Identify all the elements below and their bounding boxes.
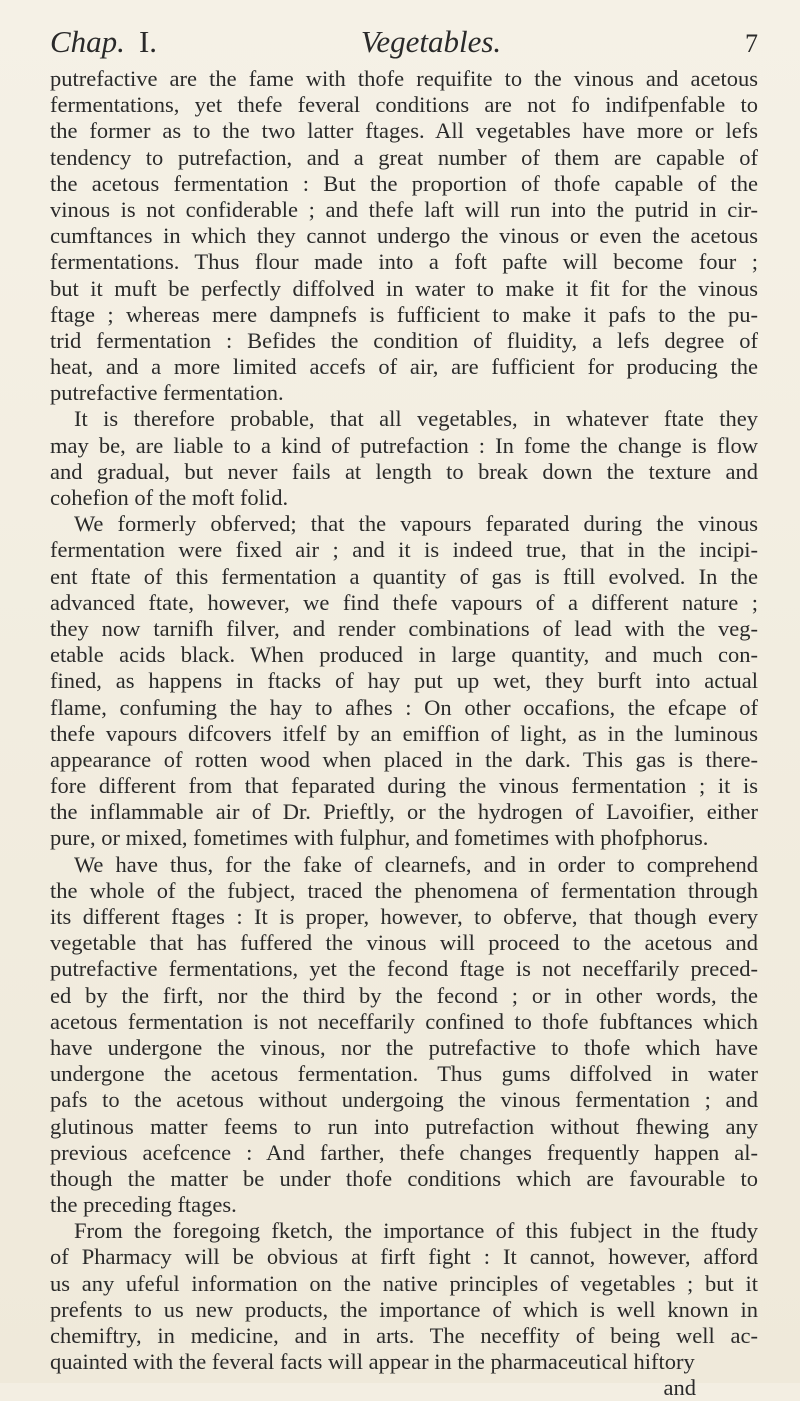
text-line: vinous is not confiderable ; and thefe laft will run into the putrid in cir-: [50, 196, 758, 222]
text-line: thefe vapours difcovers itfelf by an emiffion of light, as in the luminous: [50, 720, 758, 746]
text-line: pure, or mixed, fometimes with fulphur, and fometimes with phofphorus.: [50, 825, 709, 851]
text-line: ent ftate of this fermentation a quantity of gas is ftill evolved. In the: [50, 563, 758, 589]
text-line: and gradual, but never fails at length to break down the texture and: [50, 458, 758, 484]
text-line: fore different from that feparated during the vinous fermentation ; it is: [50, 773, 758, 799]
text-line: We formerly obferved; that the vapours feparated during the vinous: [74, 511, 758, 537]
text-line: flame, confuming the hay to afhes : On other occafions, the efcape of: [50, 694, 758, 720]
text-line: the former as to the two latter ftages. All vegetables have more or lefs: [50, 118, 758, 144]
text-line: fermentation were fixed air ; and it is indeed true, that in the incipi-: [50, 537, 758, 563]
text-line: ed by the firft, nor the third by the fecond ; or in other words, the: [50, 982, 758, 1008]
catchword: and: [663, 1375, 696, 1401]
text-line: but it muft be perfectly diffolved in water to make it fit for the vinous: [50, 275, 758, 301]
running-title: Vegetables.: [360, 24, 502, 59]
page-mark: 7: [745, 29, 758, 58]
text-line: appearance of rotten wood when placed in the dark. This gas is there-: [50, 746, 758, 772]
text-line: fined, as happens in ftacks of hay put up wet, they burft into actual: [50, 668, 758, 694]
text-line: prefents to us new products, the importance of which is well known in: [50, 1296, 758, 1322]
text-line: acetous fermentation is not neceffarily confined to thofe fubftances which: [50, 1008, 758, 1034]
text-line: the whole of the fubject, traced the phenomena of fermentation through: [50, 877, 758, 903]
text-line: cumftances in which they cannot undergo the vinous or even the acetous: [50, 223, 758, 249]
text-line: From the foregoing fketch, the importance of this fubject in the ftudy: [74, 1218, 758, 1244]
text-line: chemiftry, in medicine, and in arts. The neceffity of being well ac-: [50, 1323, 758, 1348]
text-line: We have thus, for the fake of clearnefs, and in order to comprehend: [74, 851, 758, 877]
text-line: pafs to the acetous without undergoing the vinous fermentation ; and: [50, 1087, 758, 1113]
text-line: fermentations. Thus flour made into a foft pafte will become four ;: [50, 249, 758, 275]
body-text: [50, 66, 758, 1375]
chapter-label: Chap.: [50, 24, 125, 59]
text-line: putrefactive are the fame with thofe requifite to the vinous and acetous: [50, 66, 758, 91]
text-line: the acetous fermentation : But the proportion of thofe capable of the: [50, 170, 758, 196]
text-line: etable acids black. When produced in large quantity, and much con-: [50, 642, 758, 668]
chapter-number: I.: [138, 24, 158, 59]
text-line: fermentations, yet thefe feveral conditions are not fo indifpenfable to: [50, 92, 758, 118]
text-line: putrefactive fermentation.: [50, 380, 284, 406]
text-line: ftage ; whereas mere dampnefs is fufficient to make it pafs to the pu-: [50, 301, 758, 327]
text-line: have undergone the vinous, nor the putrefactive to thofe which have: [50, 1034, 758, 1060]
text-line: trid fermentation : Befides the condition of fluidity, a lefs degree of: [50, 327, 758, 353]
text-line: putrefactive fermentations, yet the fecond ftage is not neceffarily preced-: [50, 956, 758, 982]
text-line: undergone the acetous fermentation. Thus gums diffolved in water: [50, 1061, 758, 1087]
text-line: glutinous matter feems to run into putrefaction without fhewing any: [50, 1113, 758, 1139]
running-header: [50, 22, 758, 64]
text-line: they now tarnifh filver, and render combinations of lead with the veg-: [50, 615, 758, 641]
text-line: vegetable that has fuffered the vinous will proceed to the acetous and: [50, 930, 758, 956]
text-line: heat, and a more limited accefs of air, are fufficient for producing the: [50, 354, 758, 380]
text-line: quainted with the feveral facts will appear in the pharmaceutical hiftory: [50, 1349, 695, 1375]
text-line: its different ftages : It is proper, however, to obferve, that though every: [50, 904, 758, 929]
text-line: of Pharmacy will be obvious at firft fight : It cannot, however, afford: [50, 1244, 758, 1270]
text-line: advanced ftate, however, we find thefe vapours of a different nature ;: [50, 589, 758, 615]
text-line: cohefion of the moft folid.: [50, 485, 289, 510]
text-line: though the matter be under thofe conditions which are favourable to: [50, 1165, 758, 1191]
text-line: the inflammable air of Dr. Prieftly, or the hydrogen of Lavoifier, either: [50, 799, 758, 825]
text-line: It is therefore probable, that all vegetables, in whatever ftate they: [74, 406, 758, 432]
text-line: may be, are liable to a kind of putrefaction : In fome the change is flow: [50, 432, 758, 458]
text-line: previous acefcence : And farther, thefe changes frequently happen al-: [50, 1139, 758, 1165]
text-line: us any ufeful information on the native principles of vegetables ; but it: [50, 1270, 758, 1296]
text-line: tendency to putrefaction, and a great number of them are capable of: [50, 144, 758, 170]
text-line: the preceding ftages.: [50, 1192, 237, 1218]
